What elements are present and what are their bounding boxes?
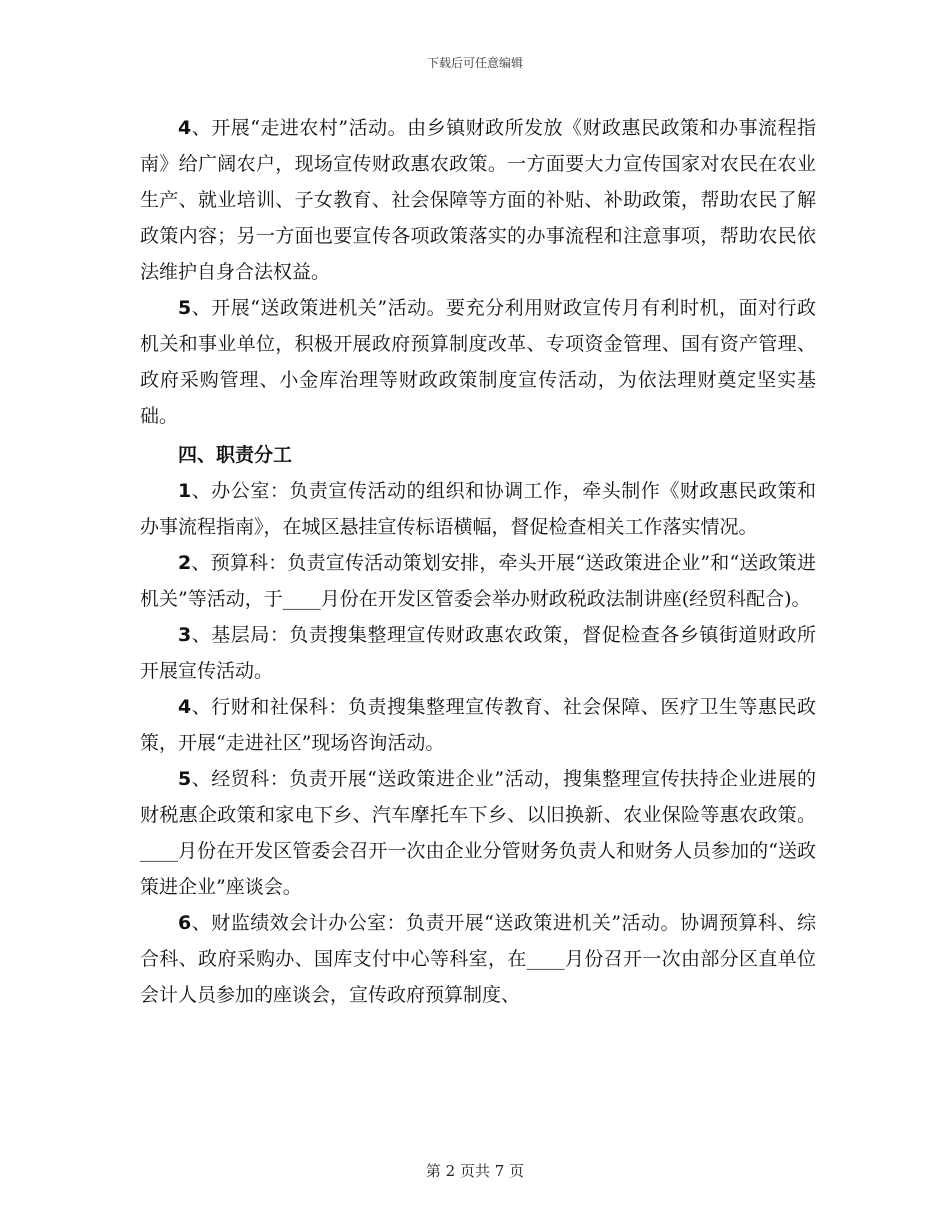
document-body: [140, 110, 816, 1013]
paragraph-text: 、预算科：负责宣传活动策划安排，牵头开展“送政策进企业”和“送政策进机关”等活动，于____月份在开发区管委会举办财政税政法制讲座(经贸科配合)。: [140, 552, 816, 610]
paragraph-text: 、基层局：负责搜集整理宣传财政惠农政策，督促检查各乡镇街道财政所开展宣传活动。: [140, 624, 816, 682]
duty-paragraph: [140, 617, 816, 689]
item-number: 5: [178, 297, 192, 319]
paragraph-text: 、财监绩效会计办公室：负责开展“送政策进机关”活动。协调预算科、综合科、政府采购办、国库支付中心等科室，在____月份召开一次由部分区直单位会计人员参加的座谈会，宣传政府预算制度、: [140, 912, 816, 1006]
section-heading: 四、职责分工: [178, 444, 293, 466]
duty-paragraph: [140, 905, 816, 1013]
duty-paragraph: [140, 689, 816, 761]
page-header: 下载后可任意编辑: [426, 56, 523, 70]
item-number: 6: [178, 912, 192, 934]
duty-paragraph: [140, 473, 816, 545]
paragraph-text: 、行财和社保科：负责搜集整理宣传教育、社会保障、医疗卫生等惠民政策，开展“走进社区”现场咨询活动。: [140, 696, 816, 754]
item-number: 5: [178, 768, 192, 790]
item-number: 1: [178, 480, 192, 502]
page-footer: 第 2 页共 7 页: [425, 1162, 525, 1180]
item-number: 2: [178, 552, 192, 574]
duty-paragraph: [140, 761, 816, 905]
paragraph: [140, 290, 816, 434]
paragraph-text: 、办公室：负责宣传活动的组织和协调工作，牵头制作《财政惠民政策和办事流程指南》，在城区悬挂宣传标语横幅，督促检查相关工作落实情况。: [140, 480, 816, 538]
duty-paragraph: [140, 545, 816, 617]
paragraph-text: 、经贸科：负责开展“送政策进企业”活动，搜集整理宣传扶持企业进展的财税惠企政策和家电下乡、汽车摩托车下乡、以旧换新、农业保险等惠农政策。____月份在开发区管委会召开一次由企业分管财务负责人和财务人员参加的“送政策进企业”座谈会。: [140, 768, 816, 898]
paragraph-text: 、开展“送政策进机关”活动。要充分利用财政宣传月有利时机，面对行政机关和事业单位，积极开展政府预算制度改革、专项资金管理、国有资产管理、政府采购管理、小金库治理等财政政策制度宣传活动，为依法理财奠定坚实基础。: [140, 297, 816, 427]
item-number: 3: [178, 624, 192, 646]
item-number: 4: [178, 117, 192, 139]
paragraph-text: 、开展“走进农村”活动。由乡镇财政所发放《财政惠民政策和办事流程指南》给广阔农户，现场宣传财政惠农政策。一方面要大力宣传国家对农民在农业生产、就业培训、子女教育、社会保障等方面的补贴、补助政策，帮助农民了解政策内容；另一方面也要宣传各项政策落实的办事流程和注意事项，帮助农民依法维护自身合法权益。: [140, 117, 816, 283]
paragraph: [140, 110, 816, 290]
item-number: 4: [178, 696, 192, 718]
